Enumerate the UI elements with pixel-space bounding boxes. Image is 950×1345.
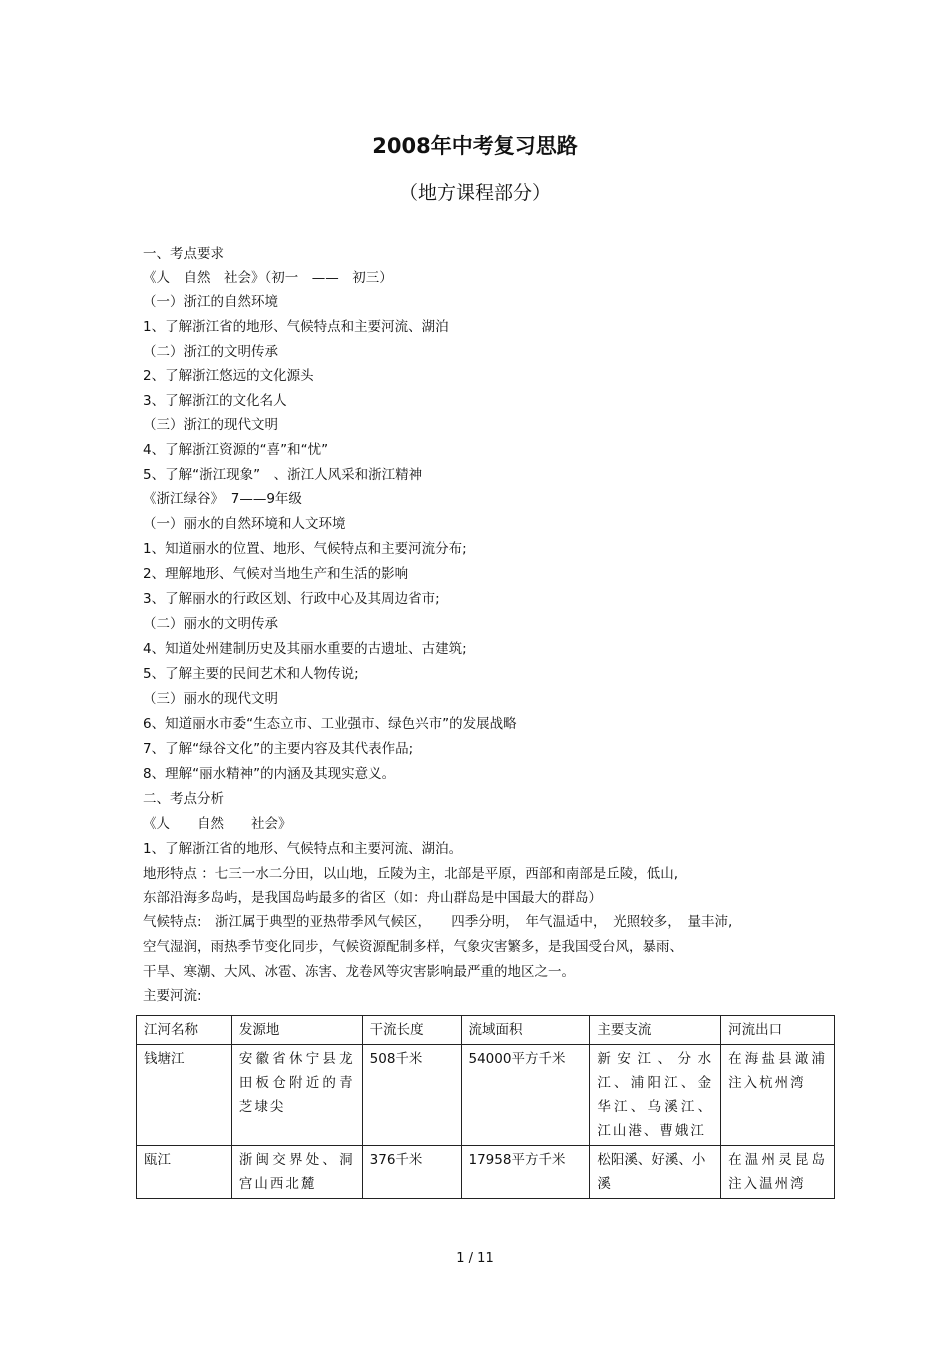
text-line: 5、了解“浙江现象” 、浙江人风采和浙江精神 <box>143 467 423 483</box>
text-line: 主要河流: <box>143 988 202 1004</box>
text-line: 4、了解浙江资源的“喜”和“忧” <box>143 442 329 458</box>
table-cell: 浙闽交界处、洞宫山西北麓 <box>231 1146 362 1199</box>
text-line: 5、了解主要的民间艺术和人物传说; <box>143 666 359 682</box>
table-header-cell: 主要支流 <box>590 1016 721 1045</box>
table-cell: 钱塘江 <box>137 1045 232 1146</box>
text-line: 1、了解浙江省的地形、气候特点和主要河流、湖泊。 <box>143 841 463 857</box>
table-cell: 新安江、分水江、浦阳江、金华江、乌溪江、江山港、曹娥江 <box>590 1045 721 1146</box>
text-line: 2、理解地形、气候对当地生产和生活的影响 <box>143 566 409 582</box>
table-cell: 松阳溪、好溪、小溪 <box>590 1146 721 1199</box>
text-line: 1、了解浙江省的地形、气候特点和主要河流、湖泊 <box>143 319 449 335</box>
text-line: 3、了解丽水的行政区划、行政中心及其周边省市; <box>143 591 440 607</box>
text-line: 《人 自然 社会》（初一 —— 初三） <box>143 270 393 286</box>
text-line: 4、知道处州建制历史及其丽水重要的古遗址、古建筑; <box>143 641 467 657</box>
subsection-heading: （二）丽水的文明传承 <box>143 616 278 632</box>
text-line: 地形特点 ：七三一水二分田，以山地，丘陵为主，北部是平原，西部和南部是丘陵，低山, <box>143 866 679 882</box>
table-header-cell: 江河名称 <box>137 1016 232 1045</box>
body-text <box>143 242 843 1008</box>
text-line: 1、知道丽水的位置、地形、气候特点和主要河流分布; <box>143 541 467 557</box>
subsection-heading: （三）浙江的现代文明 <box>143 417 278 433</box>
table-header-cell: 河流出口 <box>721 1016 835 1045</box>
subsection-heading: （一）浙江的自然环境 <box>143 294 278 310</box>
text-line: 东部沿海多岛屿，是我国岛屿最多的省区（如：舟山群岛是中国最大的群岛） <box>143 890 602 906</box>
rivers-table <box>136 1015 835 1199</box>
table-cell: 54000平方千米 <box>461 1045 590 1146</box>
section-heading: 二、考点分析 <box>143 791 224 807</box>
table-header-row <box>137 1016 835 1045</box>
subsection-heading: （二）浙江的文明传承 <box>143 344 278 360</box>
text-line: 7、了解“绿谷文化”的主要内容及其代表作品; <box>143 741 414 757</box>
table-cell: 安徽省休宁县龙田板仓附近的青芝埭尖 <box>231 1045 362 1146</box>
subsection-heading: （三）丽水的现代文明 <box>143 691 278 707</box>
table-cell: 17958平方千米 <box>461 1146 590 1199</box>
page-subtitle: （地方课程部分） <box>398 182 551 204</box>
table-header-cell: 发源地 <box>231 1016 362 1045</box>
table-row <box>137 1045 835 1146</box>
text-line: 3、了解浙江的文化名人 <box>143 393 287 409</box>
table-cell: 在温州灵昆岛注入温州湾 <box>721 1146 835 1199</box>
text-line: 2、了解浙江悠远的文化源头 <box>143 368 314 384</box>
table-cell: 376千米 <box>362 1146 461 1199</box>
table-cell: 在海盐县澉浦注入杭州湾 <box>721 1045 835 1146</box>
text-line: 干旱、寒潮、大风、冰雹、冻害、龙卷风等灾害影响最严重的地区之一。 <box>143 964 575 980</box>
text-line: 气候特点: 浙江属于典型的亚热带季风气候区， 四季分明， 年气温适中， 光照较多， 量丰沛, <box>143 914 733 930</box>
page-title: 2008年中考复习思路 <box>372 134 578 158</box>
text-line: 《浙江绿谷》 7——9年级 <box>143 491 302 507</box>
table-header-cell: 流域面积 <box>461 1016 590 1045</box>
table-cell: 508千米 <box>362 1045 461 1146</box>
text-line: 《人 自然 社会》 <box>143 816 292 832</box>
text-line: 空气湿润，雨热季节变化同步，气候资源配制多样，气象灾害繁多，是我国受台风，暴雨、 <box>143 939 683 955</box>
table-row <box>137 1146 835 1199</box>
subsection-heading: （一）丽水的自然环境和人文环境 <box>143 516 346 532</box>
section-heading: 一、考点要求 <box>143 246 224 262</box>
text-line: 6、知道丽水市委“生态立市、工业强市、绿色兴市”的发展战略 <box>143 716 517 732</box>
text-line: 8、理解“丽水精神”的内涵及其现实意义。 <box>143 766 396 782</box>
table-header-cell: 干流长度 <box>362 1016 461 1045</box>
page-number: 1 / 11 <box>456 1251 494 1266</box>
table-cell: 瓯江 <box>137 1146 232 1199</box>
